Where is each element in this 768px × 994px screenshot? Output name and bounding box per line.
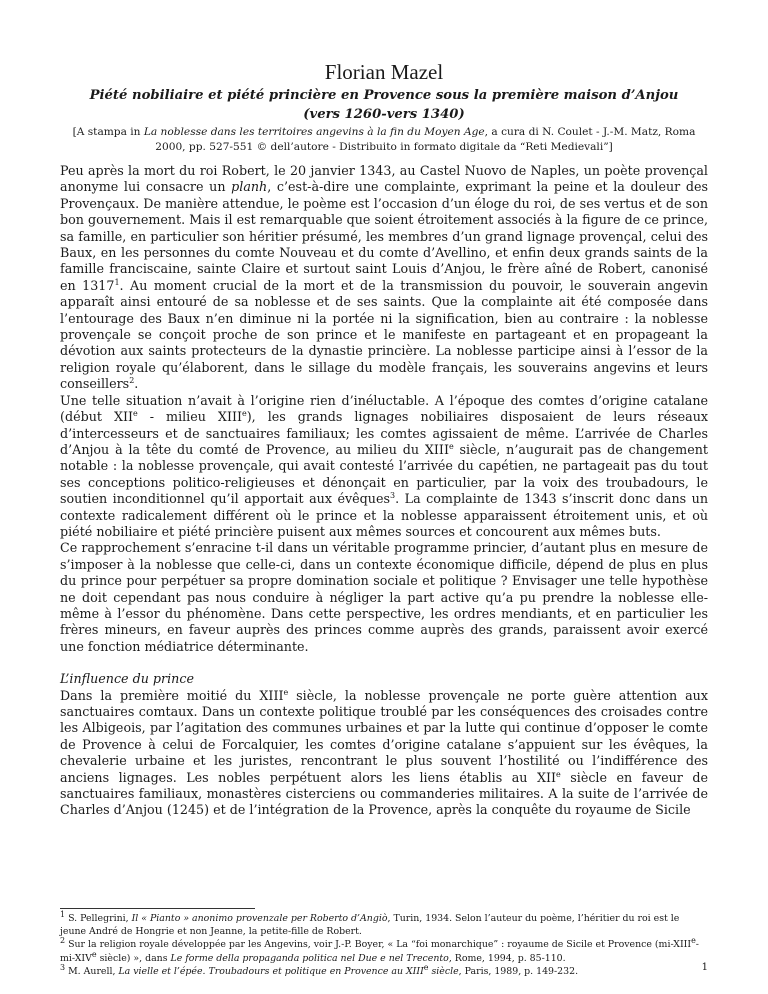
page-number: 1	[701, 962, 708, 973]
author-name: Florian Mazel	[324, 60, 444, 84]
footnote-ref-1[interactable]: 1	[114, 277, 120, 287]
footnote-ref-2[interactable]: 2	[129, 376, 135, 386]
section-heading: L’influence du prince	[60, 671, 194, 687]
footnote-ref-3[interactable]: 3	[390, 490, 396, 500]
title-line-1: Piété nobiliaire et piété princière en Provence sous la première maison d’Anjou	[89, 88, 679, 103]
footnote-1: $^1$ S. Pellegrini, Il « Pianto » anonimo provenzale per Roberto d’Angiò, Turin, 1934. Selon l’auteur du poème, l’héritier du roi est le jeune André de Hongrie et non Jeanne, la petite-fille de Robert.	[60, 909, 680, 938]
article-title	[60, 86, 708, 124]
footnote-2: $^2$ Sur la religion royale développée par les Angevins, voir J.-P. Boyer, « La “foi monarchique” : royaume de Sicile et Provence (mi-XIIIe-mi-XIVe siècle) », dans Le forme della propaganda politica nel Due e nel Trecento, Rome, 1994, p. 85-110.	[60, 936, 699, 964]
paragraph-1: Peu après la mort du roi Robert, le 20 janvier 1343, au Castel Nuovo de Naples, un poète provençal anonyme lui consacre un planh, c’est-à-dire une complainte, exprimant la peine et la douleur des Provençaux. De manière attendue, le poème est l’occasion d’un éloge du roi, de ses vertus et de son bon gouvernement. Mais il est remarquable que soient étroitement associés à la figure de ce prince, sa famille, en particulier son héritier présumé, les membres d’un grand lignage provençal, celui des Baux, en les personnes du comte Nouveau et du comte d’Avellino, et enfin deux grands saints de la famille franciscaine, sainte Claire et surtout saint Louis d’Anjou, le frère aîné de Robert, canonisé en 1317$^1$. Au moment crucial de la mort et de la transmission du pouvoir, le souverain angevin apparaît ainsi entouré de sa noblesse et de ses saints. Que la complainte ait été composée dans l’entourage des Baux n’en diminue ni la portée ni la signification, bien au contraire : la noblesse provençale se conçoit proche de son prince et le manifeste en partageant et en propageant la dévotion aux saints protecteurs de la dynastie princière. La noblesse participe ainsi à l’essor de la religion royale qu’élaborent, dans le sillage du modèle français, les souverains angevins et leurs conseillers$^2$.	[60, 163, 708, 392]
footnote-divider	[60, 908, 255, 909]
title-line-2: (vers 1260-vers 1340)	[303, 107, 465, 122]
footnotes	[60, 909, 708, 978]
footnote-3: $^3$ M. Aurell, La vielle et l’épée. Troubadours et politique en Provence au XIIIe siècle, Paris, 1989, p. 149-232.	[60, 962, 579, 977]
paragraph-4: Dans la première moitié du XIIIe siècle, la noblesse provençale ne porte guère attention aux sanctuaires comtaux. Dans un contexte politique troublé par les conséquences des croisades contre les Albigeois, par l’agitation des communes urbaines et par la lutte qui continue d’opposer le comte de Provence à celui de Forcalquier, les comtes d’origine catalane s’appuient sur les évêques, la chevalerie urbaine et les juristes, rencontrant le plus souvent l’hostilité ou l’indifférence des anciens lignages. Les nobles perpétuent alors les liens établis au XIIe siècle en faveur de sanctuaires familiaux, monastères cisterciens ou commanderies militaires. A la suite de l’arrivée de Charles d’Anjou (1245) et de l’intégration de la Provence, après la conquête du royaume de Sicile	[60, 687, 708, 818]
paragraph-3: Ce rapprochement s’enracine t-il dans un véritable programme princier, d’autant plus en mesure de s’imposer à la noblesse que celle-ci, dans un contexte économique difficile, dépend de plus en plus du prince pour perpétuer sa propre domination sociale et politique ? Envisager une telle hypothèse ne doit cependant pas nous conduire à négliger la part active qu’a pu prendre la noblesse elle-même à l’essor du phénomène. Dans cette perspective, les ordres mendiants, et en particulier les frères mineurs, en faveur auprès des princes comme auprès des grands, paraissent avoir exercé une fonction médiatrice déterminante.	[60, 540, 708, 654]
paragraph-2: Une telle situation n’avait à l’origine rien d’inéluctable. A l’époque des comtes d’origine catalane (début XIIe - milieu XIIIe), les grands lignages nobiliaires disposaient de leurs réseaux d’intercesseurs et de sanctuaires familiaux; les comtes agissaient de même. L’arrivée de Charles d’Anjou à la tête du comté de Provence, au milieu du XIIIe siècle, n’augurait pas de changement notable : la noblesse provençale, qui avait contesté l’arrivée du capétien, ne partageait pas du tout ses conceptions politico-religieuses et dénonçait en particulier, par la voix des troubadours, le soutien inconditionnel qu’il apportait aux évêques$^3$. La complainte de 1343 s’inscrit donc dans un contexte radicalement différent où le prince et la noblesse apparaissent étroitement unis, et où piété nobiliaire et piété princière puisent aux mêmes sources et concourent aux mêmes buts.	[60, 392, 709, 539]
article-body	[60, 163, 708, 819]
article-header	[60, 60, 708, 155]
citation-note: [A stampa in La noblesse dans les territoires angevins à la fin du Moyen Age, a cura di N. Coulet - J.-M. Matz, Roma 2000, pp. 527-551 © dell’autore - Distribuito in formato digitale da “Reti Medievali”]	[72, 126, 696, 153]
citation-book-title: La noblesse dans les territoires angevins à la fin du Moyen Age	[143, 126, 485, 138]
